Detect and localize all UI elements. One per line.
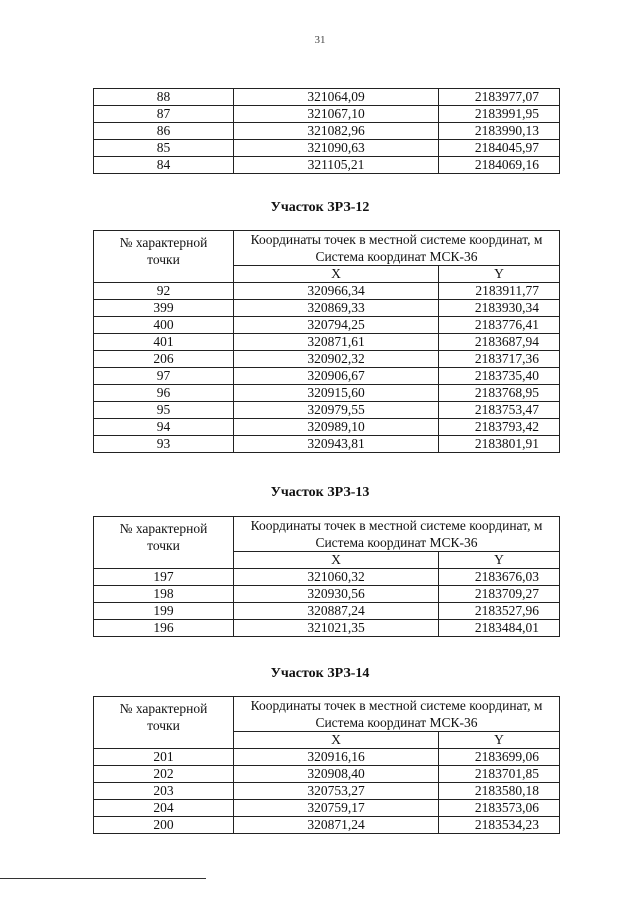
coordinates-header: Координаты точек в местной системе координат, м Система координат МСК-36 — [234, 231, 560, 266]
x-coordinate-cell: 320966,34 — [234, 283, 439, 300]
x-coordinate-cell: 321082,96 — [234, 123, 439, 140]
page-number: 31 — [314, 34, 326, 46]
table-row — [94, 317, 560, 334]
y-coordinate-cell: 2183534,23 — [439, 817, 560, 834]
y-coordinate-cell: 2183793,42 — [439, 419, 560, 436]
table-row — [94, 419, 560, 436]
x-coordinate-cell: 320869,33 — [234, 300, 439, 317]
point-number-cell: 203 — [94, 783, 234, 800]
point-number-cell: 200 — [94, 817, 234, 834]
point-number-cell: 97 — [94, 368, 234, 385]
x-coordinate-cell: 320753,27 — [234, 783, 439, 800]
table-row — [94, 749, 560, 766]
point-number-cell: 92 — [94, 283, 234, 300]
table-row — [94, 402, 560, 419]
point-number-cell: 201 — [94, 749, 234, 766]
point-number-cell: 93 — [94, 436, 234, 453]
point-number-cell: 87 — [94, 106, 234, 123]
point-number-cell: 400 — [94, 317, 234, 334]
table-row — [94, 603, 560, 620]
table-row — [94, 140, 560, 157]
section-title-zrz-14: Участок ЗРЗ-14 — [270, 666, 370, 681]
table-row — [94, 586, 560, 603]
x-coordinate-cell: 320871,61 — [234, 334, 439, 351]
point-number-cell: 94 — [94, 419, 234, 436]
footnote-separator — [0, 878, 206, 879]
point-number-cell: 206 — [94, 351, 234, 368]
y-coordinate-cell: 2183977,07 — [439, 89, 560, 106]
y-header: Y — [439, 266, 560, 283]
table-header-row — [94, 231, 560, 266]
x-coordinate-cell: 320902,32 — [234, 351, 439, 368]
y-coordinate-cell: 2183484,01 — [439, 620, 560, 637]
table-row — [94, 123, 560, 140]
table-row — [94, 817, 560, 834]
x-coordinate-cell: 321105,21 — [234, 157, 439, 174]
table-row — [94, 385, 560, 402]
x-coordinate-cell: 320979,55 — [234, 402, 439, 419]
y-coordinate-cell: 2184069,16 — [439, 157, 560, 174]
point-number-cell: 401 — [94, 334, 234, 351]
point-number-cell: 196 — [94, 620, 234, 637]
y-coordinate-cell: 2183776,41 — [439, 317, 560, 334]
x-coordinate-cell: 321090,63 — [234, 140, 439, 157]
point-number-cell: 85 — [94, 140, 234, 157]
table-row — [94, 351, 560, 368]
x-coordinate-cell: 321060,32 — [234, 569, 439, 586]
point-number-header: № характерной точки — [94, 697, 234, 749]
x-coordinate-cell: 320943,81 — [234, 436, 439, 453]
y-coordinate-cell: 2183991,95 — [439, 106, 560, 123]
point-number-cell: 95 — [94, 402, 234, 419]
x-coordinate-cell: 321064,09 — [234, 89, 439, 106]
x-coordinate-cell: 320916,16 — [234, 749, 439, 766]
x-coordinate-cell: 320906,67 — [234, 368, 439, 385]
point-number-header: № характерной точки — [94, 231, 234, 283]
table-header-row — [94, 517, 560, 552]
x-header: X — [234, 552, 439, 569]
point-number-cell: 88 — [94, 89, 234, 106]
y-coordinate-cell: 2183990,13 — [439, 123, 560, 140]
coordinates-table-zrz-12 — [93, 230, 560, 453]
coordinates-header: Координаты точек в местной системе координат, м Система координат МСК-36 — [234, 697, 560, 732]
y-coordinate-cell: 2183573,06 — [439, 800, 560, 817]
table-row — [94, 368, 560, 385]
point-number-cell: 198 — [94, 586, 234, 603]
y-coordinate-cell: 2183717,36 — [439, 351, 560, 368]
point-number-cell: 204 — [94, 800, 234, 817]
table-row — [94, 569, 560, 586]
y-coordinate-cell: 2184045,97 — [439, 140, 560, 157]
table-row — [94, 106, 560, 123]
coordinates-table-zrz-14 — [93, 696, 560, 834]
table-row — [94, 766, 560, 783]
y-coordinate-cell: 2183753,47 — [439, 402, 560, 419]
table-row — [94, 157, 560, 174]
point-number-cell: 197 — [94, 569, 234, 586]
coordinates-table-zrz-13 — [93, 516, 560, 637]
y-header: Y — [439, 732, 560, 749]
y-coordinate-cell: 2183735,40 — [439, 368, 560, 385]
x-coordinate-cell: 321021,35 — [234, 620, 439, 637]
y-coordinate-cell: 2183930,34 — [439, 300, 560, 317]
point-number-cell: 202 — [94, 766, 234, 783]
x-coordinate-cell: 320908,40 — [234, 766, 439, 783]
y-coordinate-cell: 2183527,96 — [439, 603, 560, 620]
point-number-cell: 86 — [94, 123, 234, 140]
table-row — [94, 436, 560, 453]
y-coordinate-cell: 2183911,77 — [439, 283, 560, 300]
x-header: X — [234, 732, 439, 749]
table-row — [94, 89, 560, 106]
table-row — [94, 334, 560, 351]
x-coordinate-cell: 321067,10 — [234, 106, 439, 123]
point-number-cell: 199 — [94, 603, 234, 620]
x-coordinate-cell: 320915,60 — [234, 385, 439, 402]
table-row — [94, 783, 560, 800]
x-coordinate-cell: 320871,24 — [234, 817, 439, 834]
section-title-zrz-13: Участок ЗРЗ-13 — [270, 485, 370, 500]
table-row — [94, 300, 560, 317]
x-coordinate-cell: 320887,24 — [234, 603, 439, 620]
table-row — [94, 800, 560, 817]
y-coordinate-cell: 2183580,18 — [439, 783, 560, 800]
point-number-cell: 399 — [94, 300, 234, 317]
table-row — [94, 620, 560, 637]
coordinates-table-continued — [93, 88, 560, 174]
point-number-cell: 96 — [94, 385, 234, 402]
point-number-cell: 84 — [94, 157, 234, 174]
y-coordinate-cell: 2183676,03 — [439, 569, 560, 586]
y-header: Y — [439, 552, 560, 569]
y-coordinate-cell: 2183699,06 — [439, 749, 560, 766]
y-coordinate-cell: 2183768,95 — [439, 385, 560, 402]
y-coordinate-cell: 2183801,91 — [439, 436, 560, 453]
table-row — [94, 283, 560, 300]
y-coordinate-cell: 2183709,27 — [439, 586, 560, 603]
x-header: X — [234, 266, 439, 283]
x-coordinate-cell: 320930,56 — [234, 586, 439, 603]
coordinates-header: Координаты точек в местной системе координат, м Система координат МСК-36 — [234, 517, 560, 552]
x-coordinate-cell: 320989,10 — [234, 419, 439, 436]
x-coordinate-cell: 320759,17 — [234, 800, 439, 817]
y-coordinate-cell: 2183687,94 — [439, 334, 560, 351]
section-title-zrz-12: Участок ЗРЗ-12 — [270, 200, 370, 215]
table-header-row — [94, 697, 560, 732]
x-coordinate-cell: 320794,25 — [234, 317, 439, 334]
point-number-header: № характерной точки — [94, 517, 234, 569]
y-coordinate-cell: 2183701,85 — [439, 766, 560, 783]
